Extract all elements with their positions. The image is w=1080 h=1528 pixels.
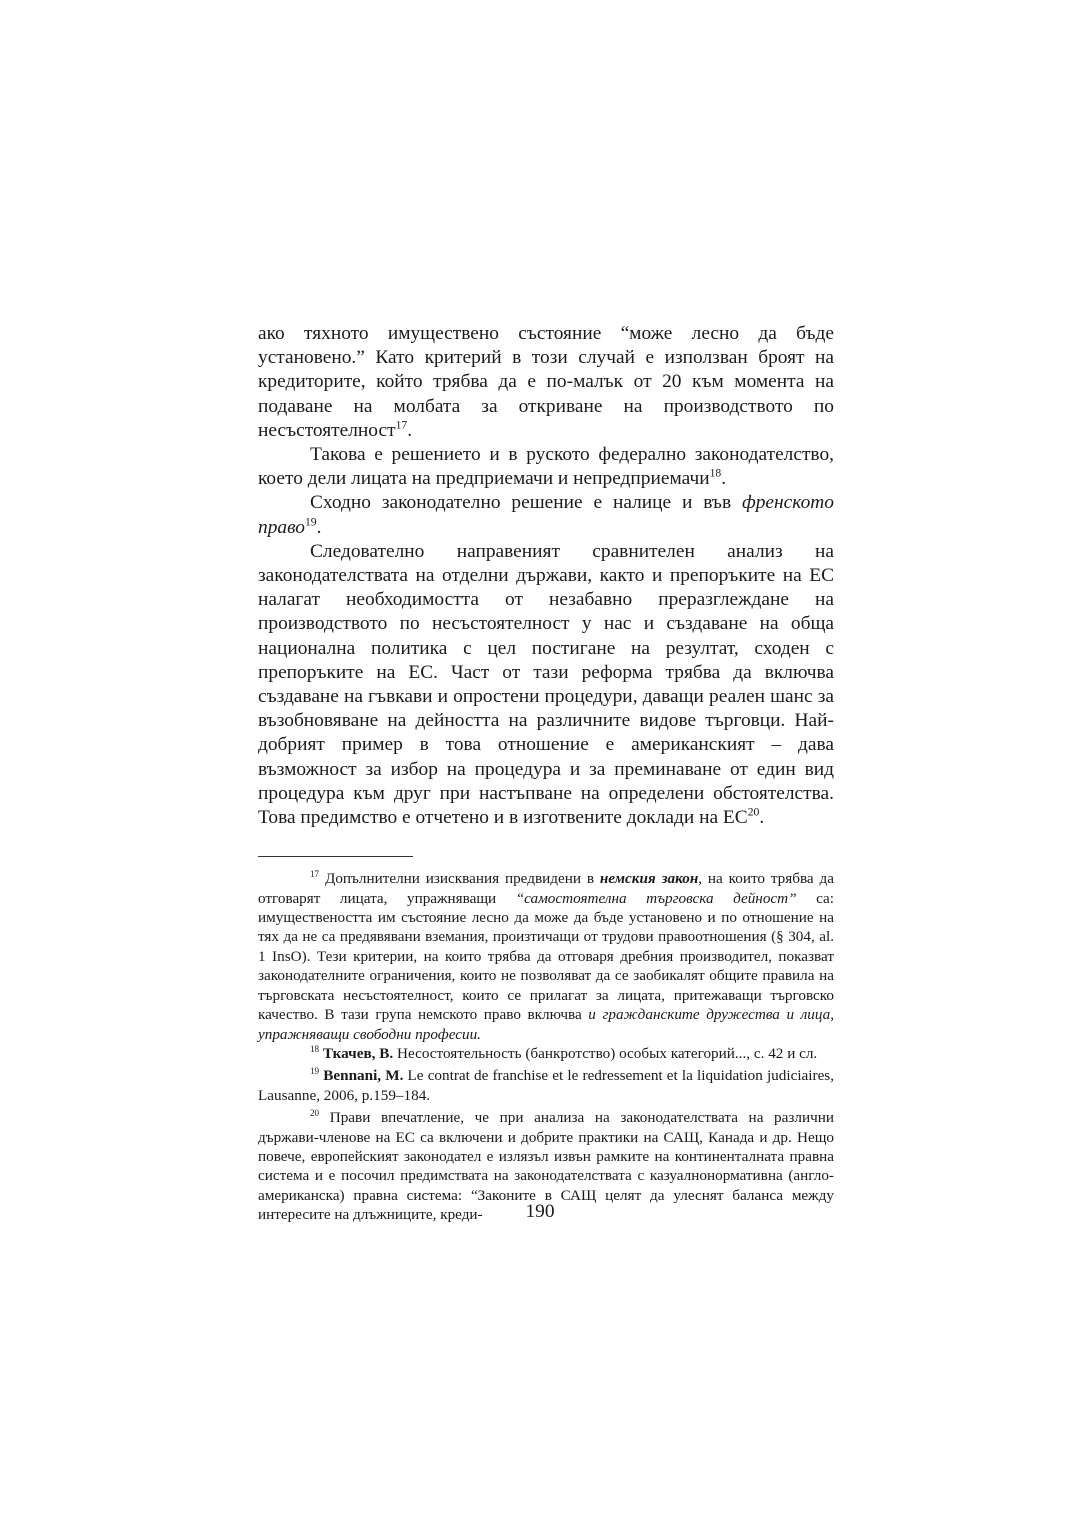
footnote-17-number: 17: [310, 869, 320, 880]
paragraph-2-end: .: [721, 468, 727, 490]
paragraph-4-text: Следователно направеният сравнителен анализ на законодателствата на отделни държави, както и препоръките на ЕС налагат необходимостта от незабавно преразглеждане на производството по несъстоятелност у нас и създаване на обща национална политика с цел постигане на резултат, сходен с препоръките на ЕС. Част от тази реформа трябва да включва създаване на гъвкави и опростени процедури, даващи реален шанс за възобновяване на дейността на различните видове търговци. Най-добрият пример в това отношение е американският – дава възможност за избор на процедура и за преминаване от един вид процедура към друг при настъпване на определени обстоятелства. Това предимство е отчетено и в изготвените доклади на ЕС: [258, 540, 834, 829]
page-number: 190: [525, 1201, 555, 1222]
footnote-ref-18: 18: [709, 466, 722, 480]
footnote-17-quote: “самостоятелна търговска дейност”: [515, 889, 797, 907]
footnote-20-text: Прави впечатление, че при анализа на законодателствата на различни държави-членове на ЕС са включени и добрите практики на САЩ, Канада и др. Нещо повече, европейският законодател е излязъл извън рамките на континенталната правна система и е посочил предимствата на законодателствата с казуалнонормативна (англо-американска) правна система: “Законите в САЩ целят да улеснят баланса между интересите на длъжниците, креди-: [258, 1109, 834, 1224]
footnote-19-number: 19: [310, 1066, 320, 1077]
footnotes: [258, 869, 834, 1224]
paragraph-3: [258, 491, 834, 539]
paragraph-4-end: .: [759, 807, 765, 829]
footnote-17-text-b: , на които трябва да отговарят лицата, упражняващи: [258, 870, 834, 907]
paragraph-3-text: Сходно законодателно решение е налице и във: [310, 492, 742, 514]
footnote-19-text: Le contrat de franchise et le redressement et la liquidation judiciaires, Lausanne, 2006, p.159–184.: [258, 1067, 835, 1104]
paragraph-4: [258, 540, 834, 830]
footnote-18-author: Ткачев, В.: [322, 1044, 394, 1062]
body-text: [258, 322, 834, 830]
footnote-18-number: 18: [310, 1043, 320, 1054]
footnote-ref-17: 17: [395, 418, 408, 432]
footnote-17-italic-end: и гражданските дружества и лица, упражняващи свободни професии.: [258, 1006, 834, 1043]
footnote-ref-20: 20: [747, 805, 760, 819]
paragraph-3-end: .: [316, 516, 322, 538]
footnote-17-text-a: Допълнителни изисквания предвидени в: [319, 870, 600, 888]
paragraph-2-text: Такова е решението и в руското федерално законодателство, което дели лицата на предприемачи и непредприемачи: [258, 444, 834, 490]
footnote-ref-19: 19: [304, 515, 317, 529]
paragraph-1: [258, 322, 834, 443]
footnote-separator: [258, 856, 413, 857]
footnote-18: [258, 1044, 834, 1063]
paragraph-1-end: .: [407, 419, 413, 441]
footnote-17-emphasis: немския закон: [599, 870, 699, 888]
paragraph-2: [258, 443, 834, 491]
page-content: [258, 322, 834, 1225]
footnote-18-text: Несостоятельность (банкротство) особых категорий..., с. 42 и сл.: [393, 1044, 818, 1062]
footnote-20-number: 20: [310, 1108, 320, 1119]
paragraph-3-italic: френското право: [258, 492, 834, 538]
footnote-17: [258, 869, 834, 1044]
paragraph-1-text: ако тяхното имуществено състояние “може лесно да бъде установено.” Като критерий в този случай е използван броят на кредиторите, който трябва да е по-малък от 20 към момента на подаване на молбата за откриване на производството по несъстоятелност: [258, 323, 834, 441]
footnote-19-author: Bennani, M.: [323, 1067, 404, 1085]
footnote-17-text-c: са: имуществеността им състояние лесно да може да бъде установено и по отношение на тях да не са предявявани вземания, произтичащи от трудови правоотношения (§ 304, al. 1 InsO). Тези критерии, на които трябва да отговаря дребния производител, показват законодателните ограничения, които не позволяват да се заобикалят общите правила на търговската несъстоятелност, които се прилагат за лицата, притежаващи търговско качество. В тази група немското право включва: [258, 889, 835, 1024]
footnote-19: [258, 1066, 834, 1105]
